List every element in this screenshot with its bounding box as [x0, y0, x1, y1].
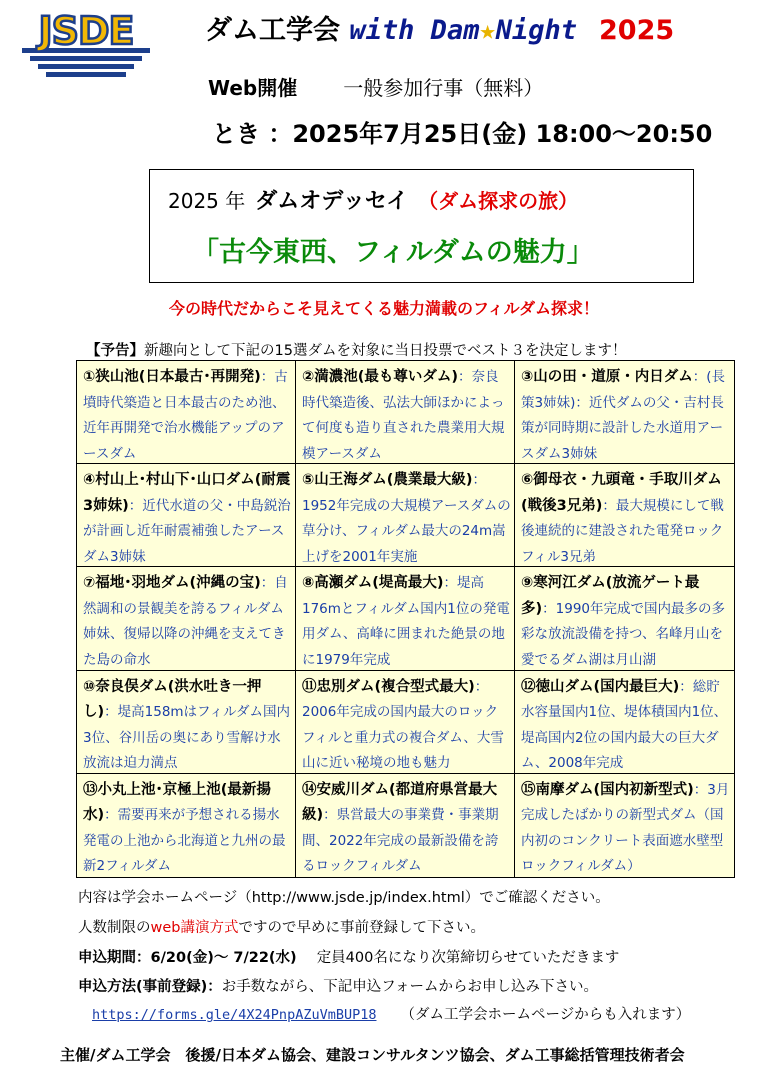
title-main: ダム工学会 [205, 15, 350, 46]
dam-head: ④村山上･村山下･山口ダム(耐震3姉妹) [83, 472, 291, 514]
dam-desc: ：総貯水容量国内1位、堤体積国内1位、堤高国内2位の国内最大の巨大ダム、2008年完成 [521, 678, 728, 772]
dam-desc: ：奈良時代築造後、弘法大師ほかによって何度も造り直された農業用大規模アースダム [302, 369, 505, 462]
dam-cell [515, 567, 734, 670]
web-label: Web開催 [208, 76, 298, 100]
dam-desc: ：1990年完成で国内最多の多彩な放流設備を持つ、名峰月山を愛でるダム湖は月山湖 [521, 600, 725, 668]
dam-head: ⑫徳山ダム(国内最巨大) [521, 678, 680, 695]
theme-series: ダムオデッセイ [255, 189, 409, 214]
organizers: 主催/ダム工学会 後援/日本ダム協会、建設コンサルタンツ協会、ダム工事総括管理技術者会 [60, 1046, 685, 1064]
period-label: 申込期間：6/20(金)～ 7/22(水) [78, 950, 297, 966]
homepage-note: 内容は学会ホームページ（http://www.jsde.jp/index.html）でご確認ください。 [78, 890, 610, 906]
limit-note [78, 916, 485, 937]
dam-grid [76, 360, 735, 878]
dam-cell [296, 464, 515, 567]
dam-desc: ：堤高176mとフィルダム国内1位の発電用ダム、高峰に囲まれた絶景の地に1979年完成 [302, 575, 510, 668]
dam-cell [296, 567, 515, 670]
form-note: （ダム工学会ホームページからも入れます） [400, 1007, 691, 1023]
dam-head: ⑬小丸上池･京極上池(最新揚水) [83, 781, 271, 824]
dam-desc: ：需要再来が予想される揚水発電の上池から北海道と九州の最新2フィルダム [83, 807, 286, 875]
theme-main: 「古今東西、フィルダムの魅力」 [192, 237, 594, 268]
dam-head: ⑦福地･羽地ダム(沖縄の宝) [83, 575, 261, 592]
dam-cell [77, 361, 296, 464]
star-icon: ★ [479, 15, 496, 46]
limit-post: ですので早めに事前登録して下さい。 [238, 920, 485, 936]
dam-desc: ：最大規模にして戦後連続的に建設された電発ロックフィル3兄弟 [521, 497, 724, 565]
tagline: 今の時代だからこそ見えてくる魅力満載のフィルダム探求！ [168, 299, 600, 318]
dam-head: ⑩奈良俣ダム(洪水吐き一押し) [83, 678, 262, 721]
notice-label: 【予告】 [86, 343, 144, 359]
dam-head: ⑧高瀬ダム(堤高最大) [302, 575, 444, 592]
dam-desc: ：近代水道の父・中島鋭治が計画し近年耐震補強したアースダム3姉妹 [83, 497, 291, 565]
dam-head: ①狭山池(日本最古･再開発) [83, 369, 261, 385]
dam-desc: ：自然調和の景観美を誇るフィルダム姉妹、復帰以降の沖縄を支えてきた島の命水 [83, 575, 288, 668]
dam-head: ⑥御母衣・九頭竜・手取川ダム(戦後3兄弟) [521, 472, 722, 514]
dam-cell [296, 671, 515, 774]
event-date: とき ：2025年7月25日(金) 18:00～20:50 [212, 120, 713, 148]
theme-header [168, 184, 578, 215]
dam-cell [77, 671, 296, 774]
dam-head: ②満濃池(最も尊いダム) [302, 369, 459, 385]
dam-cell [296, 774, 515, 877]
dam-cell [77, 464, 296, 567]
dam-desc: ：県営最大の事業費・事業期間、2022年完成の最新設備を誇るロックフィルダム [302, 807, 499, 875]
dam-head: ③山の田・道原・内日ダム [521, 369, 693, 385]
notice-text: 新趣向として下記の15選ダムを対象に当日投票でベスト３を決定します！ [144, 343, 627, 359]
theme-box [149, 169, 694, 283]
form-line [92, 1003, 690, 1024]
period-note: 定員400名になり次第締切らせていただきます [316, 950, 620, 966]
dam-head: ⑮南摩ダム(国内初新型式) [521, 781, 694, 798]
jsde-logo [14, 6, 158, 82]
dam-desc: ：(長策3姉妹)：近代ダムの父・吉村長策が同時期に設計した水道用アースダム3姉妹 [521, 369, 726, 462]
dam-head: ⑤山王海ダム(農業最大級) [302, 472, 473, 489]
dam-cell [515, 774, 734, 877]
event-title [205, 8, 674, 47]
web-line [208, 72, 543, 101]
dam-cell [77, 567, 296, 670]
dam-cell [296, 361, 515, 464]
theme-year: 2025 年 [168, 189, 246, 213]
dam-cell [515, 464, 734, 567]
title-night: Night [495, 15, 577, 46]
dam-desc: ：2006年完成の国内最大のロックフィルと重力式の複合ダム、大雪山に近い秘境の地も魅力 [302, 678, 504, 772]
application-period [78, 946, 619, 967]
dam-desc: ：1952年完成の大規模アースダムの草分け、フィルダム最大の24m嵩上げを2001年実施 [302, 472, 511, 565]
dam-head: ⑭安威川ダム(都道府県営最大級) [302, 781, 498, 824]
dam-desc: ：3月完成したばかりの新型式ダム（国内初のコンクリート表面遮水壁型ロックフィルダム） [521, 781, 730, 875]
dam-cell [515, 361, 734, 464]
dam-head: ⑨寒河江ダム(放流ゲート最多) [521, 575, 700, 617]
title-with-dam: with Dam [349, 15, 480, 46]
application-method [78, 975, 598, 996]
method-note: お手数ながら、下記申込フォームからお申し込み下さい。 [221, 979, 599, 995]
limit-pre: 人数制限の [78, 920, 151, 936]
notice [86, 339, 626, 360]
dam-desc: ：古墳時代築造と日本最古のため池、近年再開発で治水機能アップのアースダム [83, 369, 288, 462]
dam-cell [515, 671, 734, 774]
title-year: 2025 [599, 15, 675, 46]
svg-text:JSDE: JSDE [38, 9, 134, 53]
limit-red: web講演方式 [150, 920, 239, 936]
web-note: 一般参加行事（無料） [343, 76, 544, 100]
method-label: 申込方法(事前登録)： [78, 979, 222, 995]
dam-head: ⑪忠別ダム(複合型式最大) [302, 678, 475, 695]
form-link[interactable]: https://forms.gle/4X24PnpAZuVmBUP18 [92, 1007, 377, 1023]
theme-subtitle: （ダム探求の旅） [418, 189, 579, 213]
dam-cell [77, 774, 296, 877]
dam-desc: ：堤高158mはフィルダム国内3位、谷川岳の奥にあり雪解け水放流は迫力満点 [83, 704, 290, 772]
